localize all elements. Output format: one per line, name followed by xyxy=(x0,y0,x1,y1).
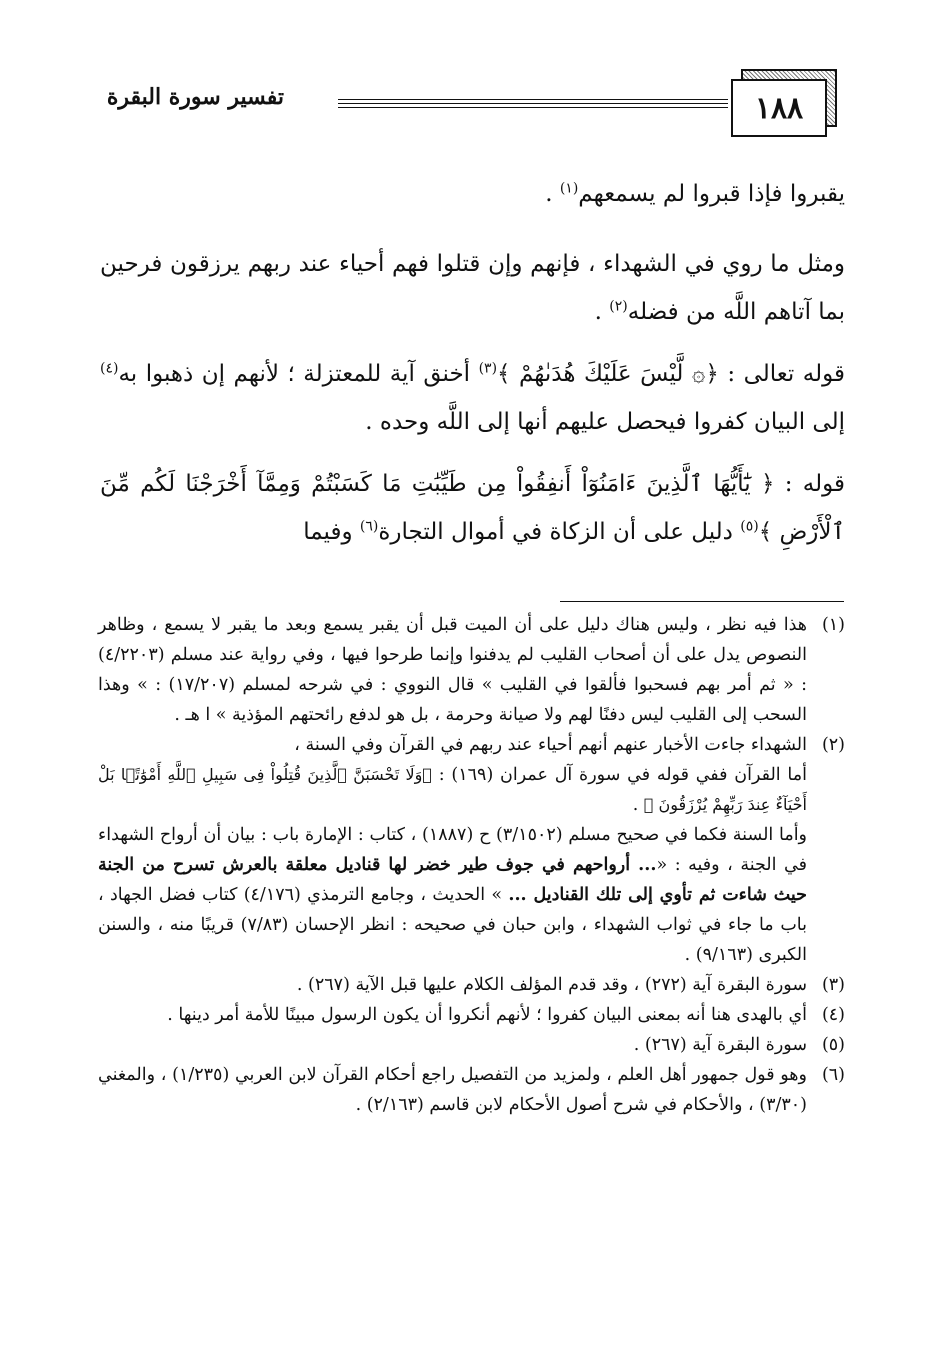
footnote-number: (٤) xyxy=(821,1005,845,1025)
footnote-number: (٦) xyxy=(821,1065,845,1085)
footnote-ref[interactable]: (٣) xyxy=(478,360,498,377)
header-rule xyxy=(338,103,728,104)
footnote-ref[interactable]: (٢) xyxy=(609,298,628,315)
quran-verse: ﴿وَلَا تَحْسَبَنَّ ٱلَّذِينَ قُتِلُواْ فِى سَبِيلِ ٱللَّهِ أَمْوَٰتًۢا بَلْ أَحْيَآءٌ عِندَ رَبِّهِمْ يُرْزَقُونَ ﴾ xyxy=(98,765,807,814)
hadith-quote: ... أرواحهم في جوف طير خضر لها قناديل معلقة بالعرش تسرح من الجنة حيث شاءت ثم تأوي إلى تلك القناديل ... xyxy=(98,855,807,905)
footnote-number: (١) xyxy=(821,615,845,635)
footnote-6: (٦) وهو قول جمهور أهل العلم ، ولمزيد من التفصيل راجع أحكام القرآن لابن العربي (١/٢٣٥) ، والمغني (٣/٣٠) ، والأحكام في شرح أصول الأحكام لابن قاسم (٢/١٦٣) . xyxy=(98,1060,845,1120)
running-title: تفسير سورة البقرة xyxy=(106,84,284,110)
footnote-number: (٢) xyxy=(821,735,845,755)
footnote-4: (٤) أي بالهدى هنا أنه بمعنى البيان كفروا ؛ لأنهم أنكروا أن يكون الرسول مبينًا للأمة أمر دينها . xyxy=(98,1000,845,1030)
quran-verse: ﴿۞ لَّيْسَ عَلَيْكَ هُدَىٰهُمْ ﴾ xyxy=(497,361,719,387)
footnote-ref[interactable]: (٥) xyxy=(740,518,759,535)
footnote-ref[interactable]: (١) xyxy=(559,180,579,197)
footnote-1: (١) هذا فيه نظر ، وليس هناك دليل على أن الميت قبل أن يقبر يسمع وبعد ما يقبر لا يسمع ، وظاهر النصوص يدل على أن أصحاب القليب لم يدفنوا وإنما طرحوا فيها ، وفي رواية عند مسلم (٤/٢٢٠٣) : « ثم أمر بهم فسحبوا فألقوا في القليب » قال النووي : في شرحه لمسلم (١٧/٢٠٧) : » وهذا السحب إلى القليب ليس دفنًا لهم ولا صيانة وحرمة ، بل هو لدفع رائحتهم المؤذية » ا هـ . xyxy=(98,610,845,730)
footnote-number: (٣) xyxy=(821,975,845,995)
footnote-ref[interactable]: (٦) xyxy=(359,518,379,535)
quran-verse: ﴿ يَٰٓأَيُّهَا ٱلَّذِينَ ءَامَنُوٓاْ أَنفِقُواْ مِن طَيِّبَٰتِ مَا كَسَبْتُمْ وَمِمَّآ أَخْرَجْنَا لَكُم مِّنَ ٱلْأَرْضِ ﴾ xyxy=(100,471,845,545)
footnote-3: (٣) سورة البقرة آية (٢٧٢) ، وقد قدم المؤلف الكلام عليها قبل الآية (٢٦٧) . xyxy=(98,970,845,1000)
paragraph-3: قوله تعالى : ﴿۞ لَّيْسَ عَلَيْكَ هُدَىٰهُمْ ﴾$^{(٣)}$ أخنق آية للمعتزلة ؛ لأنهم إن ذهبوا به$^{(٤)}$ إلى البيان كفروا فيحصل عليهم أنها إلى اللَّه وحده . xyxy=(100,360,845,435)
footnote-ref[interactable]: (٤) xyxy=(100,360,119,377)
paragraph-4: قوله : ﴿ يَٰٓأَيُّهَا ٱلَّذِينَ ءَامَنُوٓاْ أَنفِقُواْ مِن طَيِّبَٰتِ مَا كَسَبْتُمْ وَمِمَّآ أَخْرَجْنَا لَكُم مِّنَ ٱلْأَرْضِ ﴾$^{(٥)}$ دليل على أن الزكاة في أموال التجارة$^{(٦)}$ وفيما xyxy=(100,471,845,545)
footnote-separator xyxy=(560,601,844,602)
main-text xyxy=(100,170,845,570)
footnote-number: (٥) xyxy=(821,1035,845,1055)
header-rule xyxy=(338,107,728,108)
paragraph-2: ومثل ما روي في الشهداء ، فإنهم وإن قتلوا فهم أحياء عند ربهم يرزقون فرحين بما آتاهم اللَّه من فضله$^{(٢)}$ . xyxy=(100,251,845,325)
footnote-5: (٥) سورة البقرة آية (٢٦٧) . xyxy=(98,1030,845,1060)
header-rule xyxy=(338,99,728,100)
page-number: ١٨٨ xyxy=(731,79,827,137)
paragraph-1: يقبروا فإذا قبروا لم يسمعهم$^{(١)}$ . xyxy=(545,180,845,207)
footnotes xyxy=(98,610,845,1120)
footnote-2: (٢) الشهداء جاءت الأخبار عنهم أنهم أحياء عند ربهم في القرآن وفي السنة ، أما القرآن ففي قوله في سورة آل عمران (١٦٩) : ﴿وَلَا تَحْسَبَنَّ ٱلَّذِينَ قُتِلُواْ فِى سَبِيلِ ٱللَّهِ أَمْوَٰتًۢا بَلْ أَحْيَآءٌ عِندَ رَبِّهِمْ يُرْزَقُونَ ﴾ . وأما السنة فكما في صحيح مسلم (٣/١٥٠٢) ح (١٨٨٧) ، كتاب : الإمارة باب : بيان أن أرواح الشهداء في الجنة ، وفيه : «... أرواحهم في جوف طير خضر لها قناديل معلقة بالعرش تسرح من الجنة حيث شاءت ثم تأوي إلى تلك القناديل ... » الحديث ، وجامع الترمذي (٤/١٧٦) كتاب فضل الجهاد ، باب ما جاء في ثواب الشهداء ، وابن حبان في صحيحه : انظر الإحسان (٧/٨٣) قريبًا منه ، والسنن الكبرى (٩/١٦٣) . xyxy=(98,730,845,970)
